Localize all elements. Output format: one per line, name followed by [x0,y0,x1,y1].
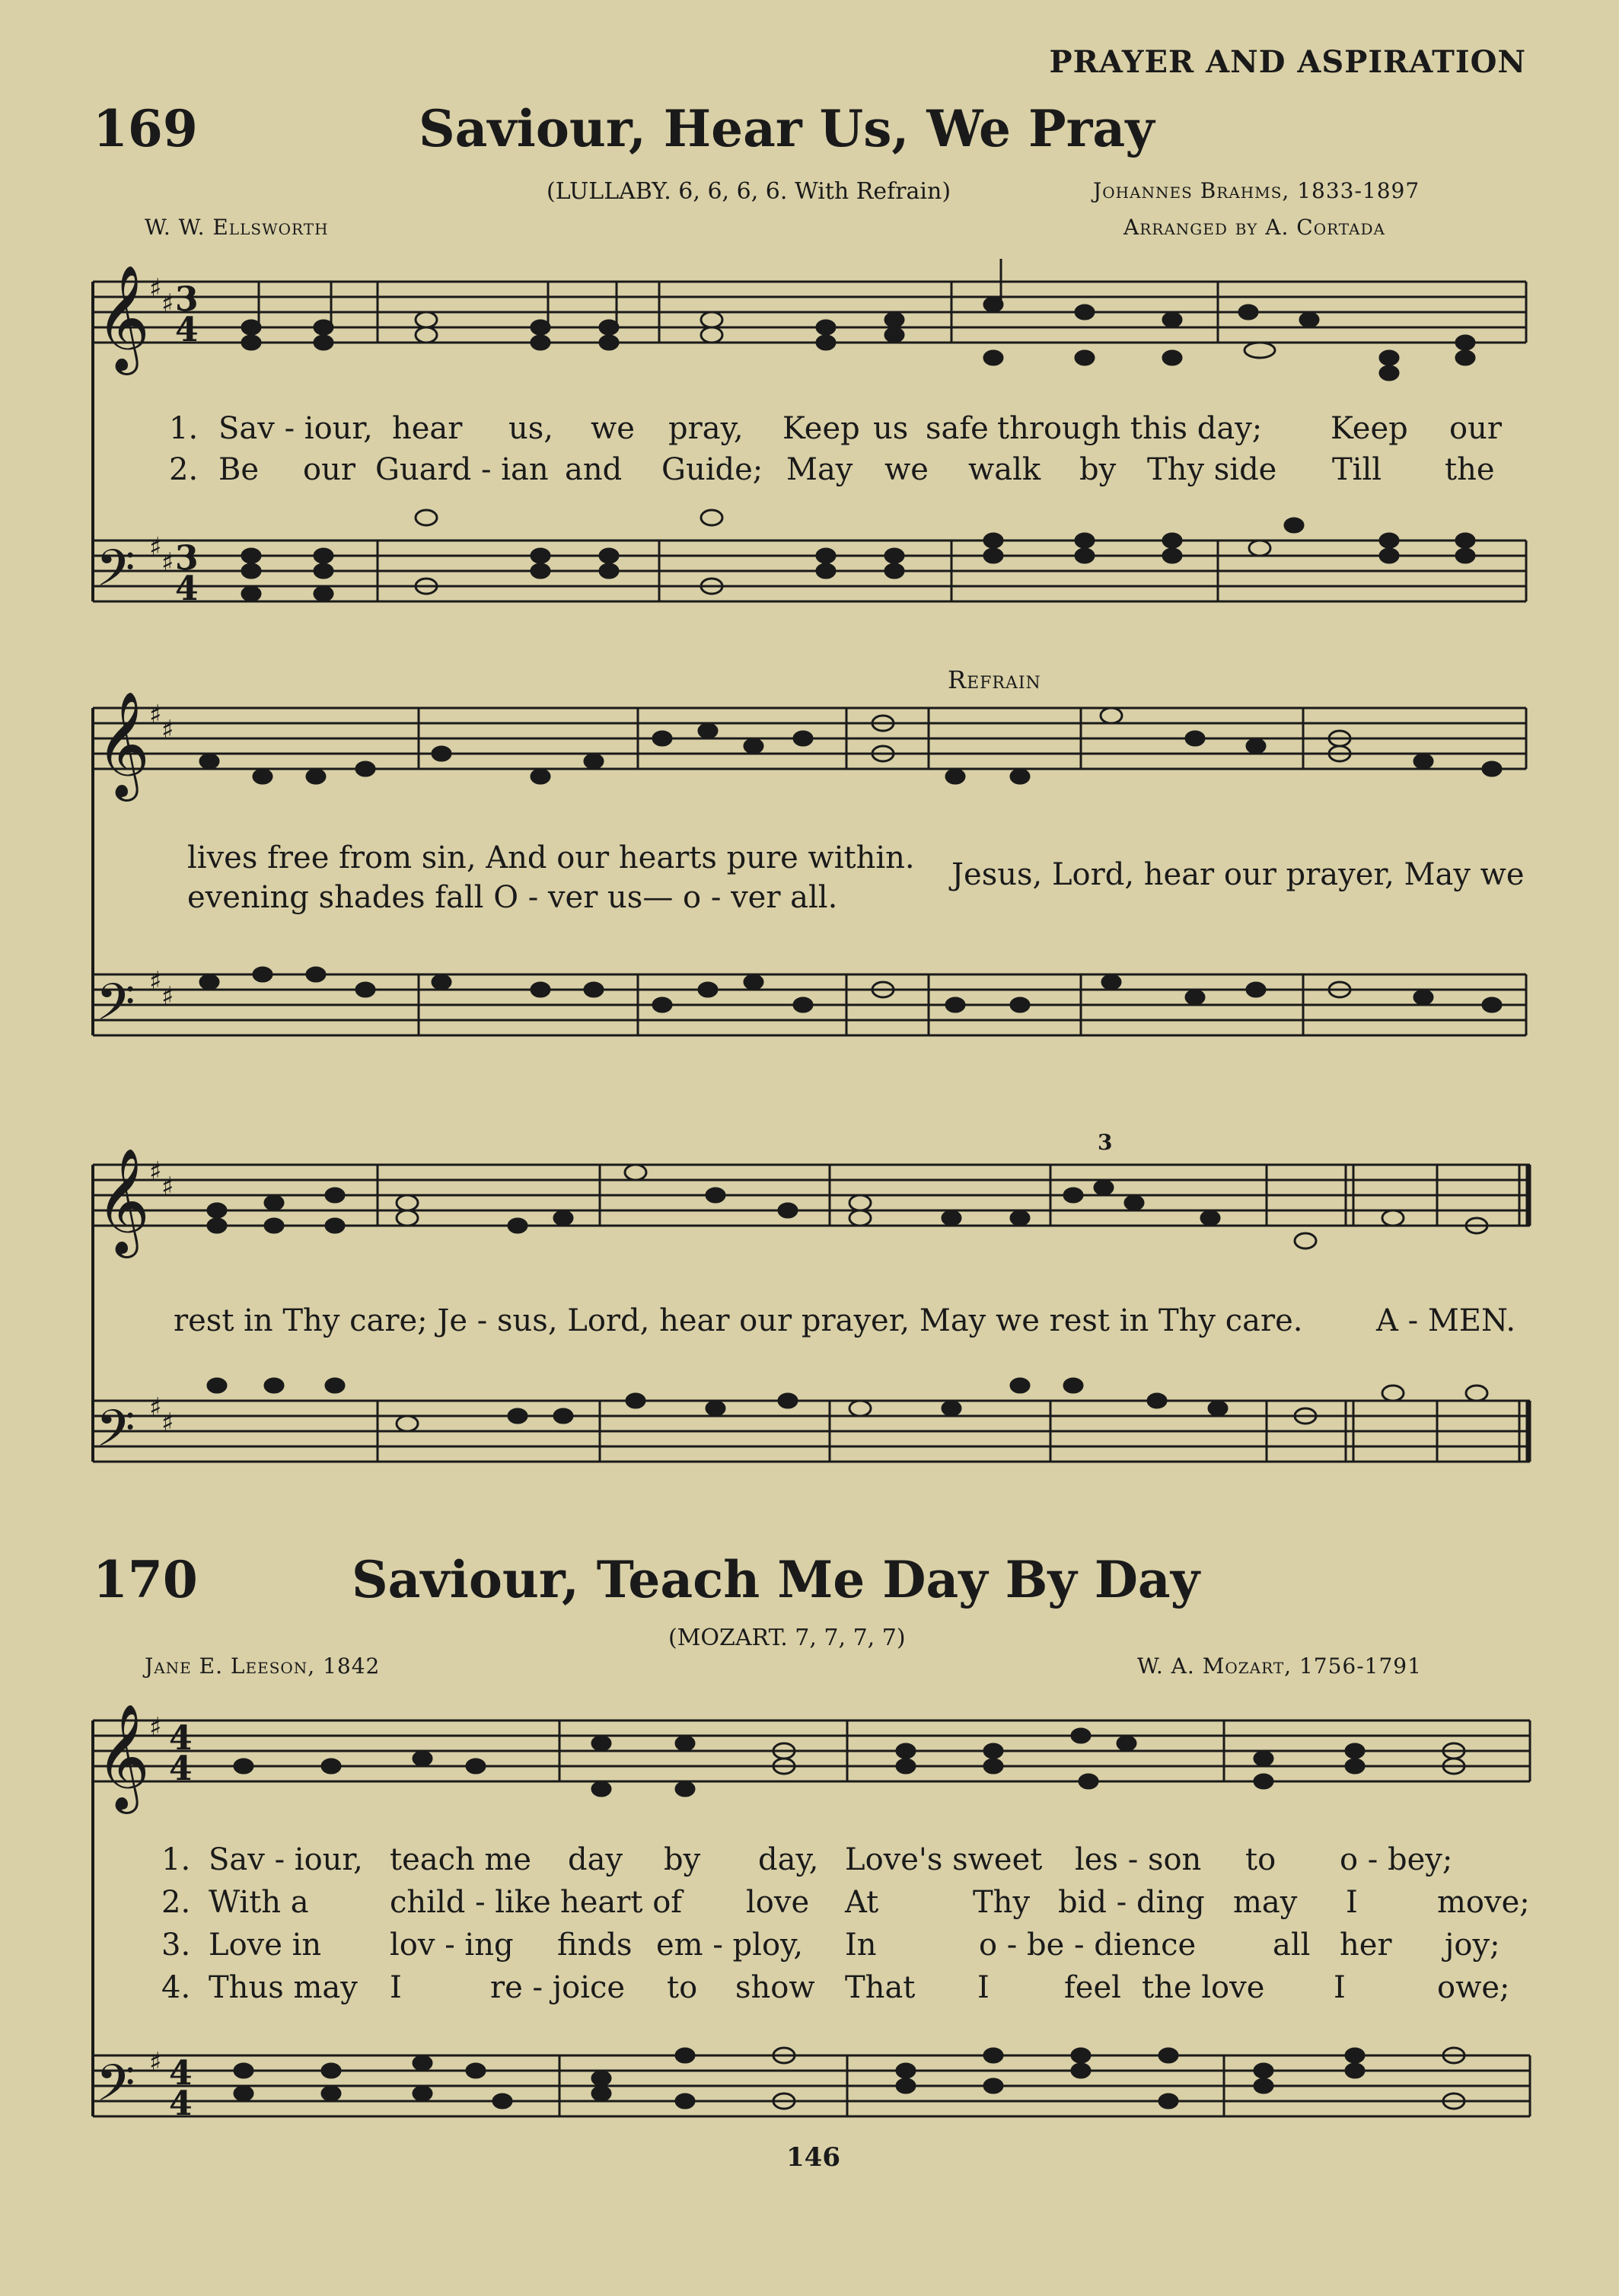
lyric-syllable: That [845,1970,916,2005]
lyric-syllable: Thus may [209,1970,358,2005]
lyric-syllable: walk [968,452,1041,487]
lyric-syllable: 2. [169,452,199,487]
lyric-syllable: us, [508,411,554,446]
lyric-syllable: the [1445,452,1495,487]
lyric-syllable: I [1334,1970,1346,2005]
hymn-170-composer: W. A. Mozart, 1756-1791 [1137,1653,1422,1679]
svg-text:𝄞: 𝄞 [96,1704,150,1810]
lyric-syllable: Thy side [1147,452,1277,487]
lyric-syllable: to [1245,1842,1276,1877]
lyric-syllable: bid - ding [1058,1885,1205,1920]
lyric-syllable: the love [1142,1970,1265,2005]
lyric-syllable: all [1273,1928,1311,1963]
svg-text:4: 4 [175,311,199,349]
lyric-syllable: feel [1064,1970,1121,2005]
lyric-syllable: finds [557,1928,633,1963]
hymn-169-final-line: rest in Thy care; Je - sus, Lord, hear our prayer, May we rest in Thy care. [174,1303,1303,1338]
svg-text:4: 4 [169,1719,193,1758]
hymn-170-tune: (MOZART. 7, 7, 7, 7) [668,1625,906,1651]
lyric-syllable: day [568,1842,623,1877]
lyric-syllable: 1. [169,411,199,446]
lyric-syllable: 2. [161,1885,191,1920]
lyric-syllable: show [735,1970,815,2005]
lyric-syllable: Sav - iour, [218,411,373,446]
hymn-169-refrain-line-1: Jesus, Lord, hear our prayer, May we [951,857,1525,892]
lyric-syllable: re - joice [490,1970,626,2005]
lyric-syllable: Be [218,452,260,487]
hymn-169-system-3-music [0,1127,1619,1553]
lyric-syllable: hear [392,411,463,446]
svg-text:♯: ♯ [149,1712,162,1743]
lyric-syllable: Sav - iour, [209,1842,363,1877]
section-heading: PRAYER AND ASPIRATION [1049,44,1526,80]
lyric-syllable: Guard - ian [375,452,549,487]
lyric-syllable: by [664,1842,701,1877]
svg-text:𝄢: 𝄢 [96,1399,135,1470]
lyric-syllable: day, [758,1842,819,1877]
lyric-syllable: Guide; [661,452,763,487]
lyric-syllable: joy; [1445,1928,1500,1963]
refrain-label: Refrain [948,665,1041,694]
hymn-169-title: Saviour, Hear Us, We Pray [419,99,1155,158]
lyric-syllable: child - like [390,1885,551,1920]
svg-text:𝄞: 𝄞 [96,1148,150,1254]
lyric-syllable: love [746,1885,810,1920]
lyric-syllable: Thy [973,1885,1031,1920]
lyric-syllable: safe [926,411,989,446]
hymn-170-verse-2 [0,1885,1619,1923]
lyric-syllable: 1. [161,1842,191,1877]
lyric-syllable: I [390,1970,402,2005]
svg-text:♯: ♯ [161,547,174,578]
svg-text:♯: ♯ [161,289,174,319]
svg-text:𝄞: 𝄞 [96,265,150,371]
lyric-syllable: Keep [782,411,860,446]
svg-text:♯: ♯ [149,273,162,304]
lyric-syllable: o - be - dience [979,1928,1197,1963]
lyric-syllable: and [565,452,623,487]
lyric-syllable: by [1079,452,1117,487]
page-number: 146 [786,2142,840,2173]
svg-text:4: 4 [169,1749,193,1788]
lyric-syllable: I [1346,1885,1358,1920]
hymn-169-author: W. W. Ellsworth [145,215,329,240]
svg-text:♯: ♯ [149,966,162,997]
svg-text:♯: ♯ [149,532,162,563]
lyric-syllable: 3. [161,1928,191,1963]
hymn-169-verse-2-line-2: evening shades fall O - ver us— o - ver all. [187,880,838,915]
amen-label: A - MEN. [1376,1303,1516,1338]
svg-text:𝄢: 𝄢 [96,973,135,1044]
svg-text:𝄞: 𝄞 [96,691,150,797]
lyric-syllable: her [1340,1928,1392,1963]
svg-text:♯: ♯ [161,715,174,745]
hymn-169-arranger: Arranged by A. Cortada [1123,215,1385,240]
svg-text:♯: ♯ [161,981,174,1012]
lyric-syllable: les - son [1075,1842,1202,1877]
svg-text:♯: ♯ [149,1156,162,1187]
lyric-syllable: to [667,1970,698,2005]
lyric-syllable: Love in [209,1928,322,1963]
lyric-syllable: o - bey; [1340,1842,1453,1877]
svg-text:4: 4 [175,569,199,608]
lyric-syllable: teach me [390,1842,532,1877]
hymn-169-number: 169 [93,99,198,158]
lyric-syllable: Keep [1331,411,1408,446]
svg-text:3: 3 [175,539,199,578]
hymn-169-composer: Johannes Brahms, 1833-1897 [1093,178,1420,203]
lyric-syllable: At [845,1885,879,1920]
hymn-170-title: Saviour, Teach Me Day By Day [352,1550,1200,1609]
lyric-syllable: our [1449,411,1502,446]
svg-text:♯: ♯ [161,1408,174,1438]
svg-text:♯: ♯ [149,2047,162,2078]
lyric-syllable: Love's sweet [845,1842,1043,1877]
svg-text:♯: ♯ [161,1172,174,1202]
lyric-syllable: 4. [161,1970,191,2005]
hymn-169-verse-2-line-1 [0,452,1619,490]
hymn-170-number: 170 [93,1550,198,1609]
lyric-syllable: pray, [668,411,744,446]
lyric-syllable: In [845,1928,877,1963]
hymn-170-verse-4 [0,1970,1619,2008]
svg-text:4: 4 [169,2054,193,2093]
lyric-syllable: through this day; [997,411,1263,446]
lyric-syllable: I [977,1970,990,2005]
lyric-syllable: With a [209,1885,309,1920]
svg-text:3: 3 [1098,1130,1113,1155]
svg-text:𝄢: 𝄢 [96,2054,135,2125]
lyric-syllable: heart of [560,1885,683,1920]
lyric-syllable: move; [1437,1885,1530,1920]
lyric-syllable: may [1233,1885,1298,1920]
hymn-169-verse-1-line-1 [0,411,1619,449]
hymn-169-verse-1-line-2: lives free from sin, And our hearts pure within. [187,840,915,875]
svg-text:𝄢: 𝄢 [96,539,135,610]
lyric-syllable: May [786,452,853,487]
lyric-syllable: owe; [1437,1970,1510,2005]
hymn-170-verse-1 [0,1842,1619,1880]
svg-text:♯: ♯ [149,700,162,730]
lyric-syllable: we [591,411,635,446]
lyric-syllable: lov - ing [390,1928,514,1963]
hymn-169-tune: (LULLABY. 6, 6, 6, 6. With Refrain) [547,178,951,205]
svg-text:♯: ♯ [149,1392,162,1423]
lyric-syllable: em - ploy, [656,1928,804,1963]
lyric-syllable: us [873,411,909,446]
hymn-170-author: Jane E. Leeson, 1842 [145,1653,381,1679]
svg-text:3: 3 [175,280,199,319]
hymn-170-verse-3 [0,1928,1619,1966]
lyric-syllable: we [884,452,929,487]
svg-text:4: 4 [169,2084,193,2123]
lyric-syllable: Till [1332,452,1382,487]
lyric-syllable: our [303,452,355,487]
